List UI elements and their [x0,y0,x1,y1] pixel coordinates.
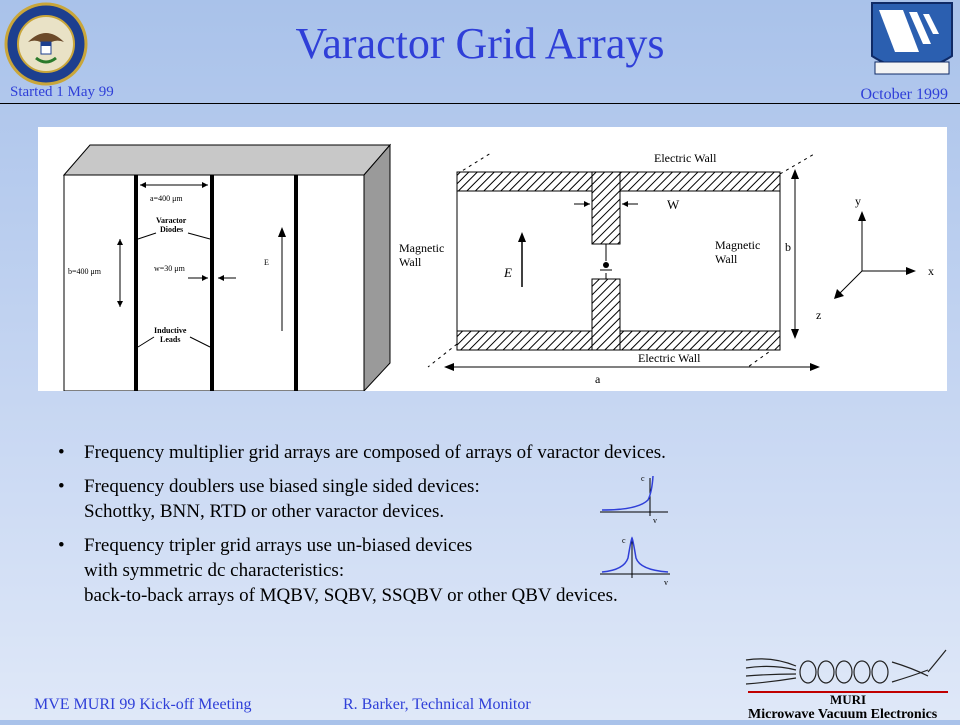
axis-y-label: y [855,194,861,208]
title-divider [0,103,960,104]
magnetic-wall-right-label-2: Wall [715,252,738,266]
w-label: W [667,197,680,212]
varactor-diodes-label-2: Diodes [160,225,184,234]
start-date-label: Started 1 May 99 [10,84,114,100]
tripler-c-label: c [622,536,626,545]
bullet-text: with symmetric dc characteristics: [84,560,345,581]
bullet-text: Frequency multiplier grid arrays are composed of arrays of varactor devices. [84,442,666,463]
slide-title: Varactor Grid Arrays [295,19,665,68]
magnetic-wall-left-label-2: Wall [399,255,422,269]
electric-wall-top-label: Electric Wall [654,151,717,165]
doubler-v-label: v [653,516,657,524]
inductive-leads-label-1: Inductive [154,326,187,335]
b-label: b [785,240,791,254]
field-e-label: E [264,258,269,267]
bullet-dot-icon: • [58,476,65,497]
footer-meeting: MVE MURI 99 Kick-off Meeting [34,696,252,713]
tripler-cv-inset [598,534,678,586]
magnetic-wall-right-label-1: Magnetic [715,238,761,252]
magnetic-wall-left-label-1: Magnetic [399,241,445,255]
dim-w-label: w=30 μm [154,264,185,273]
muri-logo [742,640,954,720]
bullet-text: Schottky, BNN, RTD or other varactor devices. [84,501,445,522]
a-label: a [595,372,601,386]
doubler-c-label: c [641,474,645,483]
grid-slab-diagram [64,145,390,391]
inductive-leads-label-2: Leads [160,335,181,344]
presentation-date: October 1999 [860,86,948,103]
bullet-text: back-to-back arrays of MQBV, SQBV, SSQBV or other QBV devices. [84,585,618,606]
footer-monitor: R. Barker, Technical Monitor [343,696,531,713]
logo-muri-text: MURI [830,692,867,707]
bullet-item [58,533,918,608]
bullet-list [58,440,918,617]
logo-mve-text: Microwave Vacuum Electronics [748,707,938,720]
doubler-cv-inset [598,472,678,524]
bullet-dot-icon: • [58,442,65,463]
bullet-item [58,474,918,524]
bullet-text: Frequency doublers use biased single sided devices: [84,476,480,497]
dim-b-label: b=400 μm [68,267,102,276]
axis-x-label: x [928,264,934,278]
bullet-item [58,440,918,465]
axis-z-label: z [816,308,822,322]
electric-wall-bottom-label: Electric Wall [638,351,701,365]
tripler-v-label: v [664,578,668,586]
varactor-diodes-label-1: Varactor [156,216,187,225]
dim-a-label: a=400 μm [150,194,183,203]
e-field-label: E [504,265,512,280]
bullet-dot-icon: • [58,535,65,556]
grid-array-figure [38,127,947,391]
bullet-text: Frequency tripler grid arrays use un-biased devices [84,535,473,556]
unit-cell-diagram [399,151,934,386]
